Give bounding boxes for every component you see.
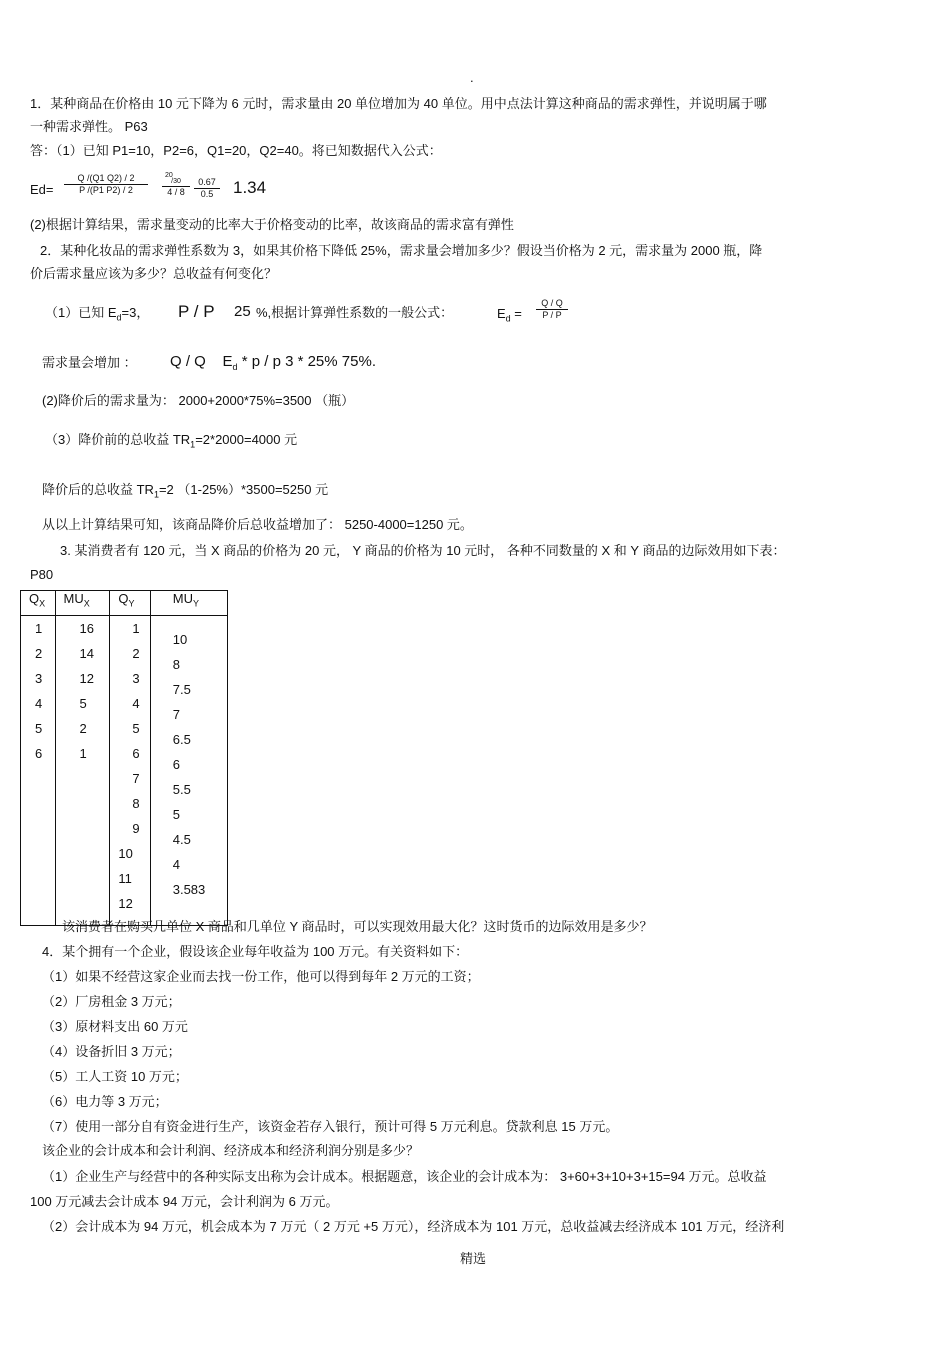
q1-conclusion: (2)根据计算结果，需求量变动的比率大于价格变动的比率，故该商品的需求富有弹性	[30, 217, 514, 232]
q2-ed-formula	[497, 306, 522, 324]
q2-tr-after-tail: =2 （1-25%）*3500=5250 元	[158, 482, 329, 497]
col-qy	[110, 616, 150, 926]
cell-qy: 1	[132, 621, 140, 636]
q1-frac1-denominator: P /(P1 P2) / 2	[79, 184, 133, 195]
cell-qy: 9	[132, 821, 140, 836]
q1-frac2-top: 20	[165, 172, 173, 179]
q4-item: （6）电力等 3 万元；	[42, 1094, 168, 1109]
q4-item: （3）原材料支出 60 万元	[42, 1019, 188, 1034]
page-footer: 精选	[460, 1251, 487, 1266]
q3-page-ref: P80	[30, 567, 54, 582]
cell-qx: 3	[35, 671, 43, 686]
q4-question: 该企业的会计成本和会计利润、经济成本和经济利润分别是多少？	[42, 1143, 420, 1158]
cell-mux: 12	[79, 671, 94, 686]
q2-known-sub: d	[116, 312, 122, 323]
cell-muy: 6	[172, 757, 180, 772]
cell-mux: 2	[79, 721, 87, 736]
cell-qy: 5	[132, 721, 140, 736]
q2-ed-denominator: P / P	[542, 309, 562, 320]
q4-answer1-line1: （1）企业生产与经营中的各种实际支出称为会计成本。根据题意，该企业的会计成本为： 3+60+3+10+3+15=94 万元。总收益	[42, 1169, 767, 1184]
cell-muy: 10	[172, 632, 188, 647]
cell-muy: 6.5	[172, 732, 191, 747]
header-mux: $MU_X$	[55, 591, 110, 616]
q2-increase-b: E	[222, 353, 233, 370]
cell-muy: 7.5	[172, 682, 191, 697]
q2-ed-eq: =	[510, 306, 522, 321]
q4-answer2-line1: （2）会计成本为 94 万元，机会成本为 7 万元（ 2 万元 +5 万元），经济成本为 101 万元，总收益减去经济成本 101 万元，经济利	[42, 1219, 785, 1234]
q2-tr-after-prefix: 降价后的总收益 TR	[42, 482, 154, 497]
cell-mux: 5	[79, 696, 87, 711]
col-muy	[150, 616, 227, 926]
q2-increase-sub: d	[232, 362, 238, 372]
q2-tr-after	[42, 482, 328, 500]
q2-known	[45, 305, 149, 323]
q1-line2: 一种需求弹性。 P63	[30, 119, 148, 134]
q2-tr-before-sub: 1	[190, 439, 196, 450]
cell-muy: 3.583	[172, 882, 206, 897]
cell-muy: 5	[172, 807, 180, 822]
q2-line2: 价后需求量应该为多少？总收益有何变化？	[30, 266, 278, 281]
q1-fraction-values	[162, 178, 190, 198]
q1-frac3-denominator: 0.5	[200, 188, 214, 199]
q4-item: （1）如果不经营这家企业而去找一份工作，他可以得到每年 2 万元的工资；	[42, 969, 480, 984]
q2-line1: 2．某种化妆品的需求弹性系数为 3，如果其价格下降低 25%，需求量会增加多少？假设当价格为 2 元，需求量为 2000 瓶，降	[40, 243, 763, 258]
q4-answer1-line2: 100 万元减去会计成本 94 万元，会计利润为 6 万元。	[30, 1194, 339, 1209]
cell-qy: 12	[118, 896, 133, 911]
q4-item: （2）厂房租金 3 万元；	[42, 994, 181, 1009]
col-mux	[55, 616, 110, 926]
cell-qx: 1	[35, 621, 43, 636]
marginal-utility-table	[20, 590, 228, 926]
cell-qx: 5	[35, 721, 43, 736]
cell-qx: 4	[35, 696, 43, 711]
q1-result: 1.34	[233, 178, 267, 197]
q2-increase-label: 需求量会增加 ：	[42, 355, 137, 370]
cell-qy: 6	[132, 746, 140, 761]
q1-line1: 1．某种商品在价格由 10 元下降为 6 元时，需求量由 20 单位增加为 40 单位。用中点法计算这种商品的需求弹性，并说明属于哪	[30, 96, 767, 111]
q2-increase-a: Q / Q	[170, 353, 206, 370]
cell-qy: 11	[118, 871, 132, 886]
cell-muy: 7	[172, 707, 180, 722]
q2-price-ratio: P / P	[178, 302, 215, 321]
header-qy: $Q_Y$	[110, 591, 150, 616]
q1-frac2-numerator: /30	[171, 178, 181, 185]
q1-frac3-numerator: 0.67	[198, 177, 216, 187]
q2-known-tail: %,根据计算弹性系数的一般公式：	[256, 305, 454, 320]
q2-conclusion: 从以上计算结果可知，该商品降价后总收益增加了： 5250-4000=1250 元。	[42, 517, 473, 532]
header-muy: $MU_Y$	[150, 591, 227, 616]
q3-line1: 3. 某消费者有 120 元，当 X 商品的价格为 20 元， Y 商品的价格为 10 元时， 各种不同数量的 X 和 Y 商品的边际效用如下表：	[60, 543, 786, 558]
cell-mux: 14	[79, 646, 94, 661]
q1-fraction-decimal	[194, 177, 220, 200]
q1-answer-intro: 答：（1）已知 P1=10，P2=6，Q1=20，Q2=40。将已知数据代入公式：	[30, 143, 442, 158]
q1-frac2-denominator: 4 / 8	[167, 187, 185, 198]
cell-qy: 8	[132, 796, 140, 811]
cell-mux: 1	[79, 746, 87, 761]
q2-ed-numerator: Q / Q	[541, 298, 563, 308]
q2-increase-tail: .	[371, 353, 376, 370]
header-mark: .	[470, 70, 474, 85]
q2-percent: 25	[234, 303, 251, 320]
q2-tr-before-prefix: （3）降价前的总收益 TR	[45, 432, 191, 447]
col-qx	[21, 616, 56, 926]
q1-frac1-numerator: Q /(Q1 Q2) / 2	[77, 173, 135, 183]
q2-increase-c: * p / p 3 * 25% 75%	[237, 353, 372, 370]
q2-tr-after-sub: 1	[153, 489, 159, 500]
q2-tr-before	[45, 432, 297, 450]
header-qx: $Q_X$	[21, 591, 56, 616]
cell-qy: 3	[132, 671, 140, 686]
q4-item: （5）工人工资 10 万元；	[42, 1069, 188, 1084]
cell-qx: 6	[35, 746, 43, 761]
cell-muy: 5.5	[172, 782, 191, 797]
q2-known-prefix: （1）已知 E	[45, 305, 117, 320]
cell-muy: 4.5	[172, 832, 191, 847]
q3-question: 该消费者在购买几单位 X 商品和几单位 Y 商品时，可以实现效用最大化？这时货币的边际效用是多少？	[62, 919, 653, 934]
q2-known-mid: =3，	[121, 305, 150, 320]
q2-ed-label: E	[497, 306, 506, 321]
table-row	[21, 616, 228, 926]
q1-fraction-midpoint	[64, 173, 148, 196]
cell-muy: 4	[172, 857, 180, 872]
cell-mux: 16	[79, 621, 94, 636]
q4-line1: 4．某个拥有一个企业，假设该企业每年收益为 100 万元。有关资料如下：	[42, 944, 469, 959]
cell-muy: 8	[172, 657, 180, 672]
cell-qx: 2	[35, 646, 43, 661]
q2-after-quantity: (2)降价后的需求量为： 2000+2000*75%=3500 （瓶）	[42, 393, 355, 408]
q4-item: （7）使用一部分自有资金进行生产，该资金若存入银行，预计可得 5 万元利息。贷款利息 15 万元。	[42, 1119, 619, 1134]
q2-increase-formula	[170, 353, 376, 373]
cell-qy: 4	[132, 696, 140, 711]
cell-qy: 7	[132, 771, 140, 786]
q4-item: （4）设备折旧 3 万元；	[42, 1044, 181, 1059]
q2-ed-fraction	[536, 298, 568, 321]
cell-qy: 10	[118, 846, 133, 861]
q2-tr-before-tail: =2*2000=4000 元	[195, 432, 298, 447]
q1-ed-label: Ed=	[30, 182, 54, 197]
cell-qy: 2	[132, 646, 140, 661]
q2-ed-sub: d	[505, 313, 511, 324]
